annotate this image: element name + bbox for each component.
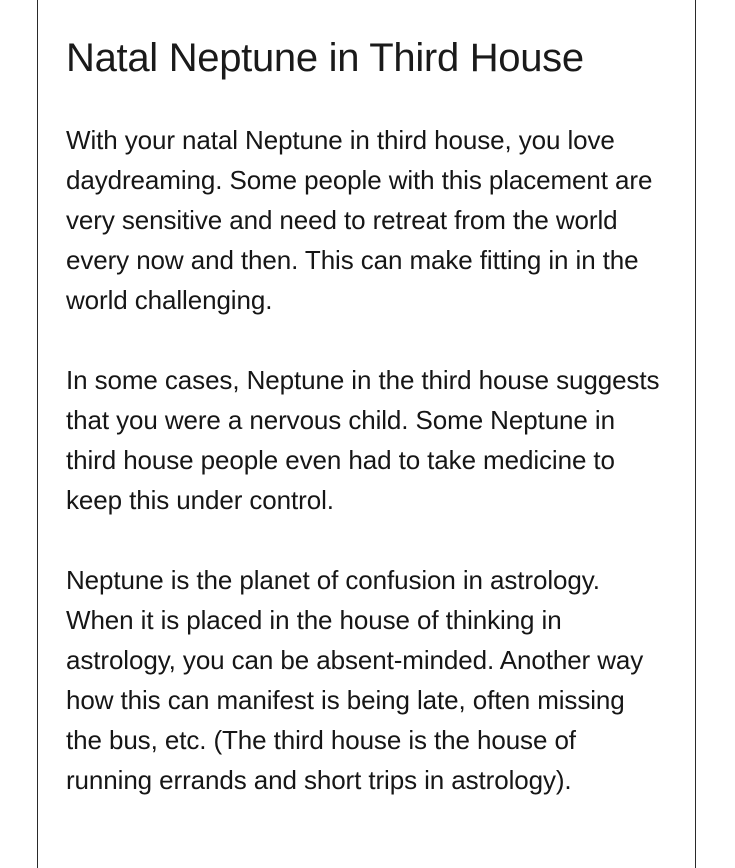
article-content xyxy=(66,32,666,800)
article-title: Natal Neptune in Third House xyxy=(66,36,584,80)
article-paragraph-2: In some cases, Neptune in the third house suggests that you were a nervous child. Some Neptune in third house people even had to take medicine to keep this under control. xyxy=(66,365,660,515)
article-paragraph-1: With your natal Neptune in third house, you love daydreaming. Some people with this placement are very sensitive and need to retreat from the world every now and then. This can make fitting in in the world challenging. xyxy=(66,125,653,315)
article-paragraph-3: Neptune is the planet of confusion in astrology. When it is placed in the house of thinking in astrology, you can be absent-minded. Another way how this can manifest is being late, often missing the bus, etc. (The third house is the house of running errands and short trips in astrology). xyxy=(66,565,644,795)
